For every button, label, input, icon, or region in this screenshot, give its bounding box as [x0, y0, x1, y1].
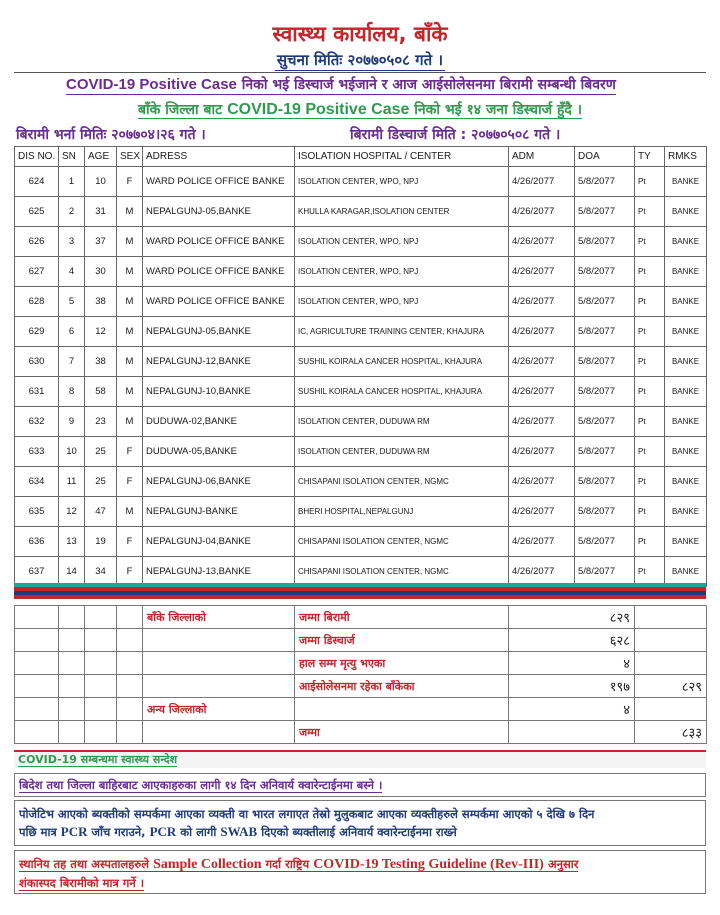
- doa-date-cell: 5/8/2077: [575, 347, 635, 377]
- sn-cell: 11: [59, 467, 85, 497]
- doa-date-cell: 5/8/2077: [575, 467, 635, 497]
- age-cell: 25: [85, 467, 117, 497]
- sample-collection-message: स्थानिय तह तथा अस्पतालहरुले Sample Collection गर्दा राष्ट्रिय COVID-19 Testing Guideline (Rev-III) अनुसार शंकास्पद बिरामीको मात्र गर्ने ।: [14, 850, 706, 894]
- doa-date-cell: 5/8/2077: [575, 317, 635, 347]
- doa-date-cell: 5/8/2077: [575, 437, 635, 467]
- adm-date-cell: 4/26/2077: [509, 527, 575, 557]
- isolation-center-cell: CHISAPANI ISOLATION CENTER, NGMC: [295, 467, 509, 497]
- adm-date-cell: 4/26/2077: [509, 497, 575, 527]
- remarks-cell: BANKE: [665, 257, 707, 287]
- sn-cell: 8: [59, 377, 85, 407]
- office-title: स्वास्थ्य कार्यालय, बाँके: [272, 22, 448, 46]
- sn-cell: 13: [59, 527, 85, 557]
- age-cell: 34: [85, 557, 117, 587]
- remarks-cell: BANKE: [665, 227, 707, 257]
- discharge-date: बिरामी डिस्चार्ज मिति : २०७७०५०८ गते ।: [350, 127, 561, 143]
- doa-date-cell: 5/8/2077: [575, 257, 635, 287]
- remarks-cell: BANKE: [665, 347, 707, 377]
- adm-date-cell: 4/26/2077: [509, 257, 575, 287]
- summary-row: [15, 629, 707, 652]
- sex-cell: M: [117, 407, 143, 437]
- summary-row: [15, 652, 707, 675]
- type-cell: Pt: [635, 407, 665, 437]
- age-cell: 37: [85, 227, 117, 257]
- summary-row: [15, 606, 707, 629]
- type-cell: Pt: [635, 287, 665, 317]
- summary-total-value: ८३३: [635, 721, 707, 744]
- pcr-message: पोजेटिभ आएको ब्यक्तीको सम्पर्कमा आएका व्यक्ती वा भारत लगाएत तेस्रो मुलुकबाट आएका व्यक्तीहरुले सम्पर्कमा आएको ५ देखि ७ दिन पछि मात्र PCR जाँच गराउने, PCR को लागी SWAB दिएको ब्यक्तीलाई अनिवार्य क्वारेन्टाईनमा राख्ने: [14, 800, 706, 846]
- adm-date-cell: 4/26/2077: [509, 347, 575, 377]
- type-cell: Pt: [635, 467, 665, 497]
- notice-date: सुचना मितिः २०७७०५०८ गते ।: [276, 51, 444, 69]
- address-cell: NEPALGUNJ-13,BANKE: [143, 557, 295, 587]
- adm-date-cell: 4/26/2077: [509, 407, 575, 437]
- table-row: [15, 407, 707, 437]
- col-dis-no: DIS NO.: [15, 147, 59, 167]
- type-cell: Pt: [635, 347, 665, 377]
- address-cell: NEPALGUNJ-06,BANKE: [143, 467, 295, 497]
- summary-extra: ८२९: [635, 675, 707, 698]
- other-district-label: अन्य जिल्लाको: [143, 698, 295, 721]
- remarks-cell: BANKE: [665, 497, 707, 527]
- address-cell: DUDUWA-05,BANKE: [143, 437, 295, 467]
- remarks-cell: BANKE: [665, 287, 707, 317]
- isolation-center-cell: ISOLATION CENTER, WPO, NPJ: [295, 227, 509, 257]
- doa-date-cell: 5/8/2077: [575, 197, 635, 227]
- col-address: ADRESS: [143, 147, 295, 167]
- col-ty: TY: [635, 147, 665, 167]
- table-row: [15, 437, 707, 467]
- table-row: [15, 497, 707, 527]
- table-row: [15, 377, 707, 407]
- dis-no-cell: 628: [15, 287, 59, 317]
- table-header-row: [15, 147, 707, 167]
- sex-cell: F: [117, 557, 143, 587]
- table-row: [15, 527, 707, 557]
- report-subtitle: बाँके जिल्ला बाट COVID-19 Positive Case निको भई १४ जना डिस्चार्ज हुँदै ।: [137, 101, 582, 118]
- summary-row: [15, 698, 707, 721]
- age-cell: 31: [85, 197, 117, 227]
- sex-cell: M: [117, 377, 143, 407]
- address-cell: NEPALGUNJ-05,BANKE: [143, 197, 295, 227]
- sex-cell: F: [117, 527, 143, 557]
- isolation-center-cell: ISOLATION CENTER, WPO, NPJ: [295, 167, 509, 197]
- report-title: COVID-19 Positive Case निको भई डिस्चार्ज भईजाने र आज आईसोलेसनमा बिरामी सम्बन्धी बिवरण: [66, 76, 616, 93]
- dis-no-cell: 633: [15, 437, 59, 467]
- color-band: [14, 595, 706, 599]
- sn-cell: 4: [59, 257, 85, 287]
- dis-no-cell: 627: [15, 257, 59, 287]
- sn-cell: 12: [59, 497, 85, 527]
- remarks-cell: BANKE: [665, 197, 707, 227]
- adm-date-cell: 4/26/2077: [509, 227, 575, 257]
- summary-row: [15, 675, 707, 698]
- dis-no-cell: 632: [15, 407, 59, 437]
- table-row: [15, 347, 707, 377]
- sn-cell: 14: [59, 557, 85, 587]
- adm-date-cell: 4/26/2077: [509, 557, 575, 587]
- header-rule: [14, 72, 706, 73]
- remarks-cell: BANKE: [665, 317, 707, 347]
- col-adm: ADM: [509, 147, 575, 167]
- summary-label: आईसोलेसनमा रहेका बाँकेका: [295, 675, 509, 698]
- summary-value: ८२९: [509, 606, 635, 629]
- sex-cell: M: [117, 257, 143, 287]
- quarantine-message: बिदेश तथा जिल्ला बाहिरबाट आएकाहरुका लागी १४ दिन अनिवार्य क्वारेन्टाईनमा बस्ने ।: [14, 773, 706, 797]
- age-cell: 58: [85, 377, 117, 407]
- isolation-center-cell: ISOLATION CENTER, DUDUWA RM: [295, 437, 509, 467]
- health-message-heading: COVID-19 सम्बन्धमा स्वास्थ्य सन्देश: [14, 750, 706, 768]
- col-age: AGE: [85, 147, 117, 167]
- remarks-cell: BANKE: [665, 437, 707, 467]
- age-cell: 10: [85, 167, 117, 197]
- isolation-center-cell: ISOLATION CENTER, WPO, NPJ: [295, 257, 509, 287]
- dis-no-cell: 634: [15, 467, 59, 497]
- isolation-center-cell: CHISAPANI ISOLATION CENTER, NGMC: [295, 527, 509, 557]
- adm-date-cell: 4/26/2077: [509, 287, 575, 317]
- type-cell: Pt: [635, 527, 665, 557]
- table-row: [15, 257, 707, 287]
- sex-cell: F: [117, 167, 143, 197]
- dis-no-cell: 626: [15, 227, 59, 257]
- doa-date-cell: 5/8/2077: [575, 497, 635, 527]
- isolation-center-cell: ISOLATION CENTER, WPO, NPJ: [295, 287, 509, 317]
- type-cell: Pt: [635, 197, 665, 227]
- adm-date-cell: 4/26/2077: [509, 167, 575, 197]
- doa-date-cell: 5/8/2077: [575, 167, 635, 197]
- isolation-center-cell: BHERI HOSPITAL,NEPALGUNJ: [295, 497, 509, 527]
- isolation-center-cell: ISOLATION CENTER, DUDUWA RM: [295, 407, 509, 437]
- col-sn: SN: [59, 147, 85, 167]
- adm-date-cell: 4/26/2077: [509, 317, 575, 347]
- summary-table: [14, 605, 707, 744]
- doa-date-cell: 5/8/2077: [575, 227, 635, 257]
- sn-cell: 5: [59, 287, 85, 317]
- summary-row: [15, 721, 707, 744]
- isolation-center-cell: CHISAPANI ISOLATION CENTER, NGMC: [295, 557, 509, 587]
- dis-no-cell: 625: [15, 197, 59, 227]
- sn-cell: 10: [59, 437, 85, 467]
- sn-cell: 7: [59, 347, 85, 377]
- type-cell: Pt: [635, 317, 665, 347]
- summary-value: ४: [509, 652, 635, 675]
- remarks-cell: BANKE: [665, 557, 707, 587]
- banke-district-label: बाँके जिल्लाको: [143, 606, 295, 629]
- date-line: [14, 124, 706, 145]
- sex-cell: M: [117, 197, 143, 227]
- dis-no-cell: 630: [15, 347, 59, 377]
- age-cell: 38: [85, 347, 117, 377]
- doa-date-cell: 5/8/2077: [575, 407, 635, 437]
- table-row: [15, 467, 707, 497]
- color-bands: [14, 583, 706, 599]
- remarks-cell: BANKE: [665, 467, 707, 497]
- summary-label: जम्मा डिस्चार्ज: [295, 629, 509, 652]
- admission-date: बिरामी भर्ना मितिः २०७७०४।२६ गते ।: [16, 127, 206, 143]
- summary-value: ४: [509, 698, 635, 721]
- sex-cell: M: [117, 227, 143, 257]
- sex-cell: M: [117, 497, 143, 527]
- age-cell: 12: [85, 317, 117, 347]
- col-isolation-center: ISOLATION HOSPITAL / CENTER: [295, 147, 509, 167]
- isolation-center-cell: KHULLA KARAGAR,ISOLATION CENTER: [295, 197, 509, 227]
- sex-cell: M: [117, 317, 143, 347]
- type-cell: Pt: [635, 497, 665, 527]
- col-doa: DOA: [575, 147, 635, 167]
- col-rmks: RMKS: [665, 147, 707, 167]
- type-cell: Pt: [635, 437, 665, 467]
- remarks-cell: BANKE: [665, 407, 707, 437]
- address-cell: NEPALGUNJ-04,BANKE: [143, 527, 295, 557]
- dis-no-cell: 637: [15, 557, 59, 587]
- doa-date-cell: 5/8/2077: [575, 527, 635, 557]
- sn-cell: 2: [59, 197, 85, 227]
- doa-date-cell: 5/8/2077: [575, 557, 635, 587]
- sex-cell: F: [117, 437, 143, 467]
- table-row: [15, 227, 707, 257]
- sn-cell: 1: [59, 167, 85, 197]
- isolation-center-cell: IC, AGRICULTURE TRAINING CENTER, KHAJURA: [295, 317, 509, 347]
- summary-value: ६२८: [509, 629, 635, 652]
- sex-cell: M: [117, 347, 143, 377]
- doa-date-cell: 5/8/2077: [575, 287, 635, 317]
- adm-date-cell: 4/26/2077: [509, 467, 575, 497]
- address-cell: NEPALGUNJ-12,BANKE: [143, 347, 295, 377]
- address-cell: WARD POLICE OFFICE BANKE: [143, 287, 295, 317]
- age-cell: 23: [85, 407, 117, 437]
- address-cell: NEPALGUNJ-BANKE: [143, 497, 295, 527]
- table-row: [15, 197, 707, 227]
- dis-no-cell: 631: [15, 377, 59, 407]
- remarks-cell: BANKE: [665, 167, 707, 197]
- dis-no-cell: 635: [15, 497, 59, 527]
- sex-cell: M: [117, 287, 143, 317]
- discharge-table: [14, 146, 707, 587]
- table-body: [15, 167, 707, 587]
- age-cell: 47: [85, 497, 117, 527]
- col-sex: SEX: [117, 147, 143, 167]
- age-cell: 38: [85, 287, 117, 317]
- dis-no-cell: 636: [15, 527, 59, 557]
- doa-date-cell: 5/8/2077: [575, 377, 635, 407]
- summary-label: जम्मा बिरामी: [295, 606, 509, 629]
- type-cell: Pt: [635, 257, 665, 287]
- address-cell: NEPALGUNJ-05,BANKE: [143, 317, 295, 347]
- summary-total-label: जम्मा: [295, 721, 509, 744]
- adm-date-cell: 4/26/2077: [509, 197, 575, 227]
- summary-label: हाल सम्म मृत्यु भएका: [295, 652, 509, 675]
- sn-cell: 6: [59, 317, 85, 347]
- remarks-cell: BANKE: [665, 377, 707, 407]
- address-cell: NEPALGUNJ-10,BANKE: [143, 377, 295, 407]
- dis-no-cell: 624: [15, 167, 59, 197]
- address-cell: WARD POLICE OFFICE BANKE: [143, 227, 295, 257]
- remarks-cell: BANKE: [665, 527, 707, 557]
- adm-date-cell: 4/26/2077: [509, 437, 575, 467]
- table-row: [15, 287, 707, 317]
- isolation-center-cell: SUSHIL KOIRALA CANCER HOSPITAL, KHAJURA: [295, 347, 509, 377]
- type-cell: Pt: [635, 227, 665, 257]
- dis-no-cell: 629: [15, 317, 59, 347]
- age-cell: 30: [85, 257, 117, 287]
- age-cell: 19: [85, 527, 117, 557]
- summary-value: १९७: [509, 675, 635, 698]
- sn-cell: 9: [59, 407, 85, 437]
- address-cell: DUDUWA-02,BANKE: [143, 407, 295, 437]
- isolation-center-cell: SUSHIL KOIRALA CANCER HOSPITAL, KHAJURA: [295, 377, 509, 407]
- address-cell: WARD POLICE OFFICE BANKE: [143, 167, 295, 197]
- sn-cell: 3: [59, 227, 85, 257]
- table-row: [15, 167, 707, 197]
- table-row: [15, 317, 707, 347]
- sex-cell: F: [117, 467, 143, 497]
- table-row: [15, 557, 707, 587]
- type-cell: Pt: [635, 557, 665, 587]
- age-cell: 25: [85, 437, 117, 467]
- type-cell: Pt: [635, 167, 665, 197]
- address-cell: WARD POLICE OFFICE BANKE: [143, 257, 295, 287]
- adm-date-cell: 4/26/2077: [509, 377, 575, 407]
- type-cell: Pt: [635, 377, 665, 407]
